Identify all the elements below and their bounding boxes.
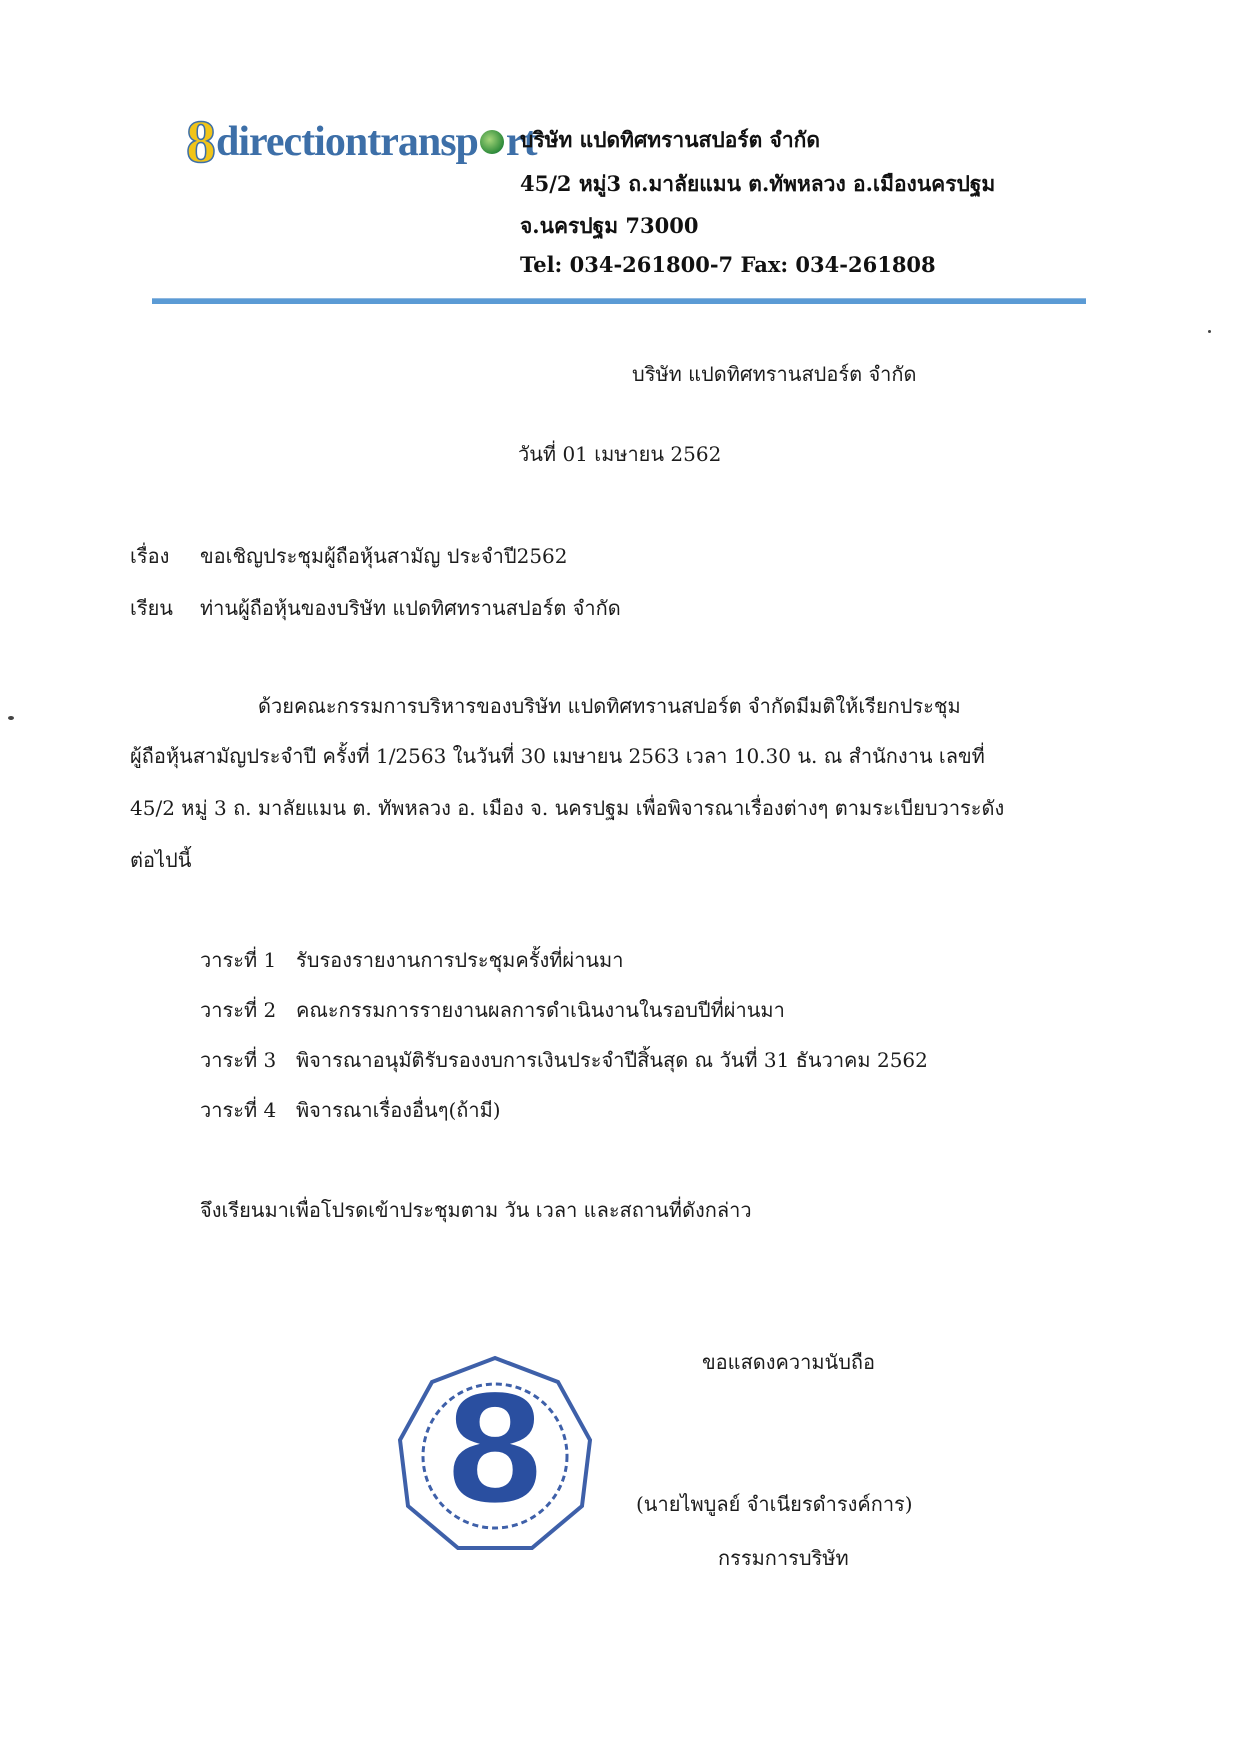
- signer-name: (นายไพบูลย์ จำเนียรดำรงค์การ): [636, 1492, 913, 1516]
- company-seal-stamp: [392, 1352, 598, 1558]
- address-line-2: จ.นครปฐม 73000: [520, 213, 699, 238]
- to-text: ท่านผู้ถือหุ้นของบริษัท แปดทิศทรานสปอร์ต จำกัด: [200, 596, 621, 620]
- subject-label: เรื่อง: [130, 544, 170, 568]
- logo-word-a: directiontransp: [216, 119, 478, 165]
- company-logo: [186, 109, 537, 175]
- company-name-header: บริษัท แปดทิศทรานสปอร์ต จำกัด: [520, 127, 820, 152]
- agenda-text: คณะกรรมการรายงานผลการดำเนินงานในรอบปีที่ผ่านมา: [296, 998, 785, 1022]
- logo-digit: 8: [186, 109, 216, 175]
- agenda-label: วาระที่ 1: [200, 948, 277, 972]
- regards-text: ขอแสดงความนับถือ: [702, 1350, 876, 1374]
- globe-icon: [480, 130, 504, 154]
- body-line-1: ด้วยคณะกรรมการบริหารของบริษัท แปดทิศทรานสปอร์ต จำกัดมีมติให้เรียกประชุม: [258, 694, 961, 718]
- scan-speck: [1208, 330, 1211, 333]
- body-line-4: ต่อไปนี้: [130, 848, 192, 872]
- seal-digit: 8: [442, 1364, 548, 1538]
- subject-text: ขอเชิญประชุมผู้ถือหุ้นสามัญ ประจำปี2562: [200, 544, 568, 568]
- agenda-text: พิจารณาอนุมัติรับรองงบการเงินประจำปีสิ้นสุด ณ วันที่ 31 ธันวาคม 2562: [296, 1048, 928, 1072]
- to-label: เรียน: [130, 596, 173, 620]
- agenda-label: วาระที่ 3: [200, 1048, 277, 1072]
- address-line-1: 45/2 หมู่3 ถ.มาลัยแมน ต.ทัพหลวง อ.เมืองนครปฐม: [520, 171, 996, 196]
- agenda-text: รับรองรายงานการประชุมครั้งที่ผ่านมา: [296, 948, 624, 972]
- body-line-2: ผู้ถือหุ้นสามัญประจำปี ครั้งที่ 1/2563 ในวันที่ 30 เมษายน 2563 เวลา 10.30 น. ณ สำนักงาน เลขที่: [130, 744, 985, 768]
- sender-name: บริษัท แปดทิศทรานสปอร์ต จำกัด: [632, 362, 917, 386]
- agenda-label: วาระที่ 4: [200, 1098, 277, 1122]
- header-divider: [152, 298, 1086, 304]
- signer-title: กรรมการบริษัท: [718, 1546, 849, 1570]
- agenda-label: วาระที่ 2: [200, 998, 277, 1022]
- body-line-3: 45/2 หมู่ 3 ถ. มาลัยแมน ต. ทัพหลวง อ. เมือง จ. นครปฐม เพื่อพิจารณาเรื่องต่างๆ ตามระเบียบวาระดัง: [130, 796, 1005, 820]
- closing-line: จึงเรียนมาเพื่อโปรดเข้าประชุมตาม วัน เวลา และสถานที่ดังกล่าว: [200, 1198, 752, 1222]
- scan-speck: [8, 716, 14, 720]
- letter-date: วันที่ 01 เมษายน 2562: [518, 442, 722, 466]
- contact-line: Tel: 034-261800-7 Fax: 034-261808: [520, 252, 936, 277]
- agenda-text: พิจารณาเรื่องอื่นๆ(ถ้ามี): [296, 1098, 501, 1122]
- logo-word-b: rt: [505, 119, 537, 165]
